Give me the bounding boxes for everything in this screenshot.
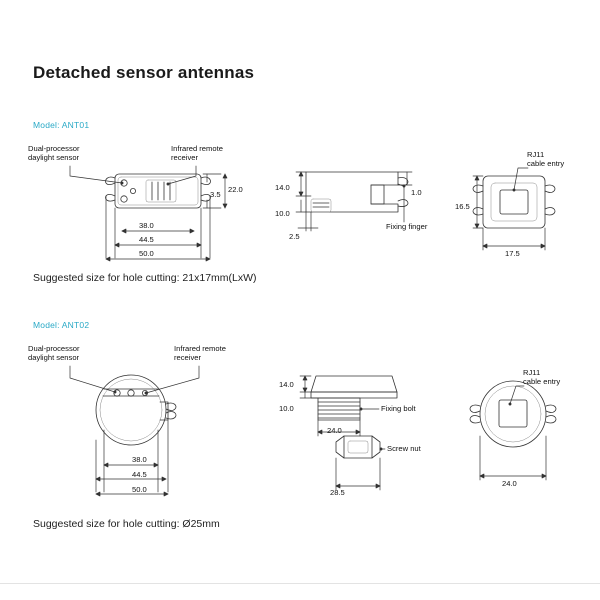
ant02-side-dimensions <box>300 376 385 490</box>
dim-ant01-44-5: 44.5 <box>139 235 154 244</box>
daylight-sensor-callout-ant01: Dual-processor daylight sensor <box>28 144 80 163</box>
dim-ant01-50-0: 50.0 <box>139 249 154 258</box>
ant02-back-view <box>470 381 556 447</box>
dim-ant02-44-5: 44.5 <box>132 470 147 479</box>
dim-ant02-24-0: 24.0 <box>327 426 342 435</box>
ant02-back-dimensions <box>480 386 546 480</box>
model-label-ant02: Model: ANT02 <box>33 320 90 330</box>
ant01-front-view <box>105 174 210 208</box>
dim-ant02-50-0: 50.0 <box>132 485 147 494</box>
suggested-size-ant02: Suggested size for hole cutting: Ø25mm <box>33 518 220 530</box>
ir-receiver-callout-ant02: Infrared remote receiver <box>174 344 226 363</box>
dim-ant01-10-0: 10.0 <box>275 209 290 218</box>
ir-receiver-callout-ant01: Infrared remote receiver <box>171 144 223 163</box>
dim-ant02-38-0: 38.0 <box>132 455 147 464</box>
dim-ant02-28-5: 28.5 <box>330 488 345 497</box>
fixing-finger-callout-ant01: Fixing finger <box>386 222 428 231</box>
dim-ant01-14-0: 14.0 <box>275 183 290 192</box>
rj11-cable-entry-callout-ant01: RJ11 cable entry <box>527 150 565 169</box>
daylight-sensor-callout-ant02: Dual-processor daylight sensor <box>28 344 80 363</box>
ant01-side-view <box>306 172 408 212</box>
dim-ant01-17-5: 17.5 <box>505 249 520 258</box>
dim-ant02-14-0: 14.0 <box>279 380 294 389</box>
model-label-ant01: Model: ANT01 <box>33 120 90 130</box>
ant01-front-dimensions <box>106 174 227 261</box>
dim-ant01-22-0: 22.0 <box>228 185 243 194</box>
screw-nut-callout-ant02: Screw nut <box>387 444 421 453</box>
suggested-size-ant01: Suggested size for hole cutting: 21x17mm(LxW) <box>33 272 257 284</box>
dim-ant01-3-5: 3.5 <box>210 190 221 199</box>
rj11-cable-entry-callout-ant02: RJ11 cable entry <box>523 368 561 387</box>
dim-ant01-16-5: 16.5 <box>455 202 470 211</box>
footer-divider <box>0 583 600 584</box>
ant02-front-leaders <box>70 366 199 394</box>
dim-ant01-1-0: 1.0 <box>411 188 422 197</box>
ant01-back-dimensions <box>473 168 545 250</box>
ant02-front-view <box>96 375 176 445</box>
dim-ant01-2-5: 2.5 <box>289 232 300 241</box>
dim-ant02-10-0: 10.0 <box>279 404 294 413</box>
fixing-bolt-callout-ant02: Fixing bolt <box>381 404 416 413</box>
ant01-front-leaders <box>70 166 196 185</box>
ant01-back-view <box>473 176 555 228</box>
dim-ant01-38-0: 38.0 <box>139 221 154 230</box>
ant02-side-view <box>311 376 397 458</box>
dim-ant02-24-0-back: 24.0 <box>502 479 517 488</box>
page-title: Detached sensor antennas <box>33 63 255 82</box>
